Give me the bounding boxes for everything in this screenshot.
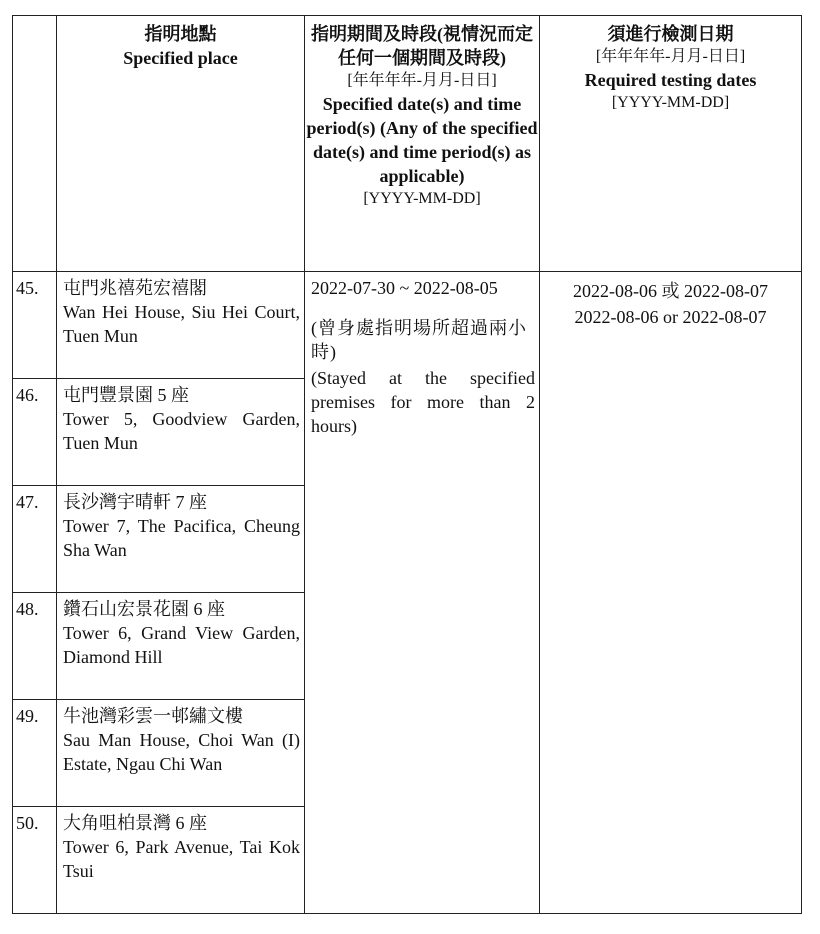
place-name-zh: 鑽石山宏景花園 6 座 — [63, 599, 225, 619]
header-period-format-zh: [年年年年-月月-日日] — [347, 72, 497, 89]
place-cell — [57, 486, 305, 593]
place-name-en: Sau Man House, Choi Wan (I) Estate, Ngau Chi Wan — [63, 730, 300, 774]
testing-dates-en: 2022-08-06 or 2022-08-07 — [574, 307, 767, 327]
table-row — [13, 272, 802, 379]
period-cell — [305, 272, 540, 914]
place-name-zh: 屯門豐景園 5 座 — [63, 385, 189, 405]
place-name-en: Tower 6, Grand View Garden, Diamond Hill — [63, 623, 300, 667]
header-number-cell — [13, 16, 57, 272]
header-place-en: Specified place — [123, 48, 238, 68]
header-row — [13, 16, 802, 272]
place-cell — [57, 379, 305, 486]
row-number: 48. — [13, 593, 57, 700]
place-name-en: Tower 7, The Pacifica, Cheung Sha Wan — [63, 516, 300, 560]
period-note-en: (Stayed at the specified premises for more than 2 hours) — [311, 368, 535, 436]
testing-dates-zh: 2022-08-06 或 2022-08-07 — [573, 281, 768, 301]
header-dates-format-zh: [年年年年-月月-日日] — [595, 48, 746, 65]
place-name-en: Tower 6, Park Avenue, Tai Kok Tsui — [63, 837, 300, 881]
place-cell — [57, 807, 305, 914]
place-cell — [57, 272, 305, 379]
header-dates-format-en: [YYYY-MM-DD] — [611, 94, 730, 111]
row-number: 46. — [13, 379, 57, 486]
place-name-zh: 牛池灣彩雲一邨繡文樓 — [63, 706, 243, 726]
header-period-en: Specified date(s) and time period(s) (Any of the specified date(s) and time period(s) as applicable) — [306, 94, 538, 186]
place-name-zh: 屯門兆禧苑宏禧閣 — [63, 278, 207, 298]
row-number: 50. — [13, 807, 57, 914]
header-dates-en: Required testing dates — [584, 70, 757, 90]
header-period-zh: 指明期間及時段(視情況而定任何一個期間及時段) — [311, 24, 533, 68]
header-dates-cell — [540, 16, 802, 272]
testing-dates-cell — [540, 272, 802, 914]
header-place-cell — [57, 16, 305, 272]
row-number: 47. — [13, 486, 57, 593]
header-period-format-en: [YYYY-MM-DD] — [363, 190, 481, 207]
place-name-en: Tower 5, Goodview Garden, Tuen Mun — [63, 409, 300, 453]
period-note-zh: (曾身處指明場所超過兩小時) — [311, 318, 527, 362]
place-cell — [57, 700, 305, 807]
header-dates-zh: 須進行檢測日期 — [607, 24, 734, 44]
place-name-zh: 長沙灣宇晴軒 7 座 — [63, 492, 207, 512]
row-number: 49. — [13, 700, 57, 807]
testing-notice-table — [12, 15, 802, 914]
place-cell — [57, 593, 305, 700]
place-name-zh: 大角咀柏景灣 6 座 — [63, 813, 207, 833]
period-range: 2022-07-30 ~ 2022-08-05 — [311, 278, 498, 298]
place-name-en: Wan Hei House, Siu Hei Court, Tuen Mun — [63, 302, 300, 346]
header-place-zh: 指明地點 — [144, 24, 217, 44]
row-number: 45. — [13, 272, 57, 379]
header-period-cell — [305, 16, 540, 272]
